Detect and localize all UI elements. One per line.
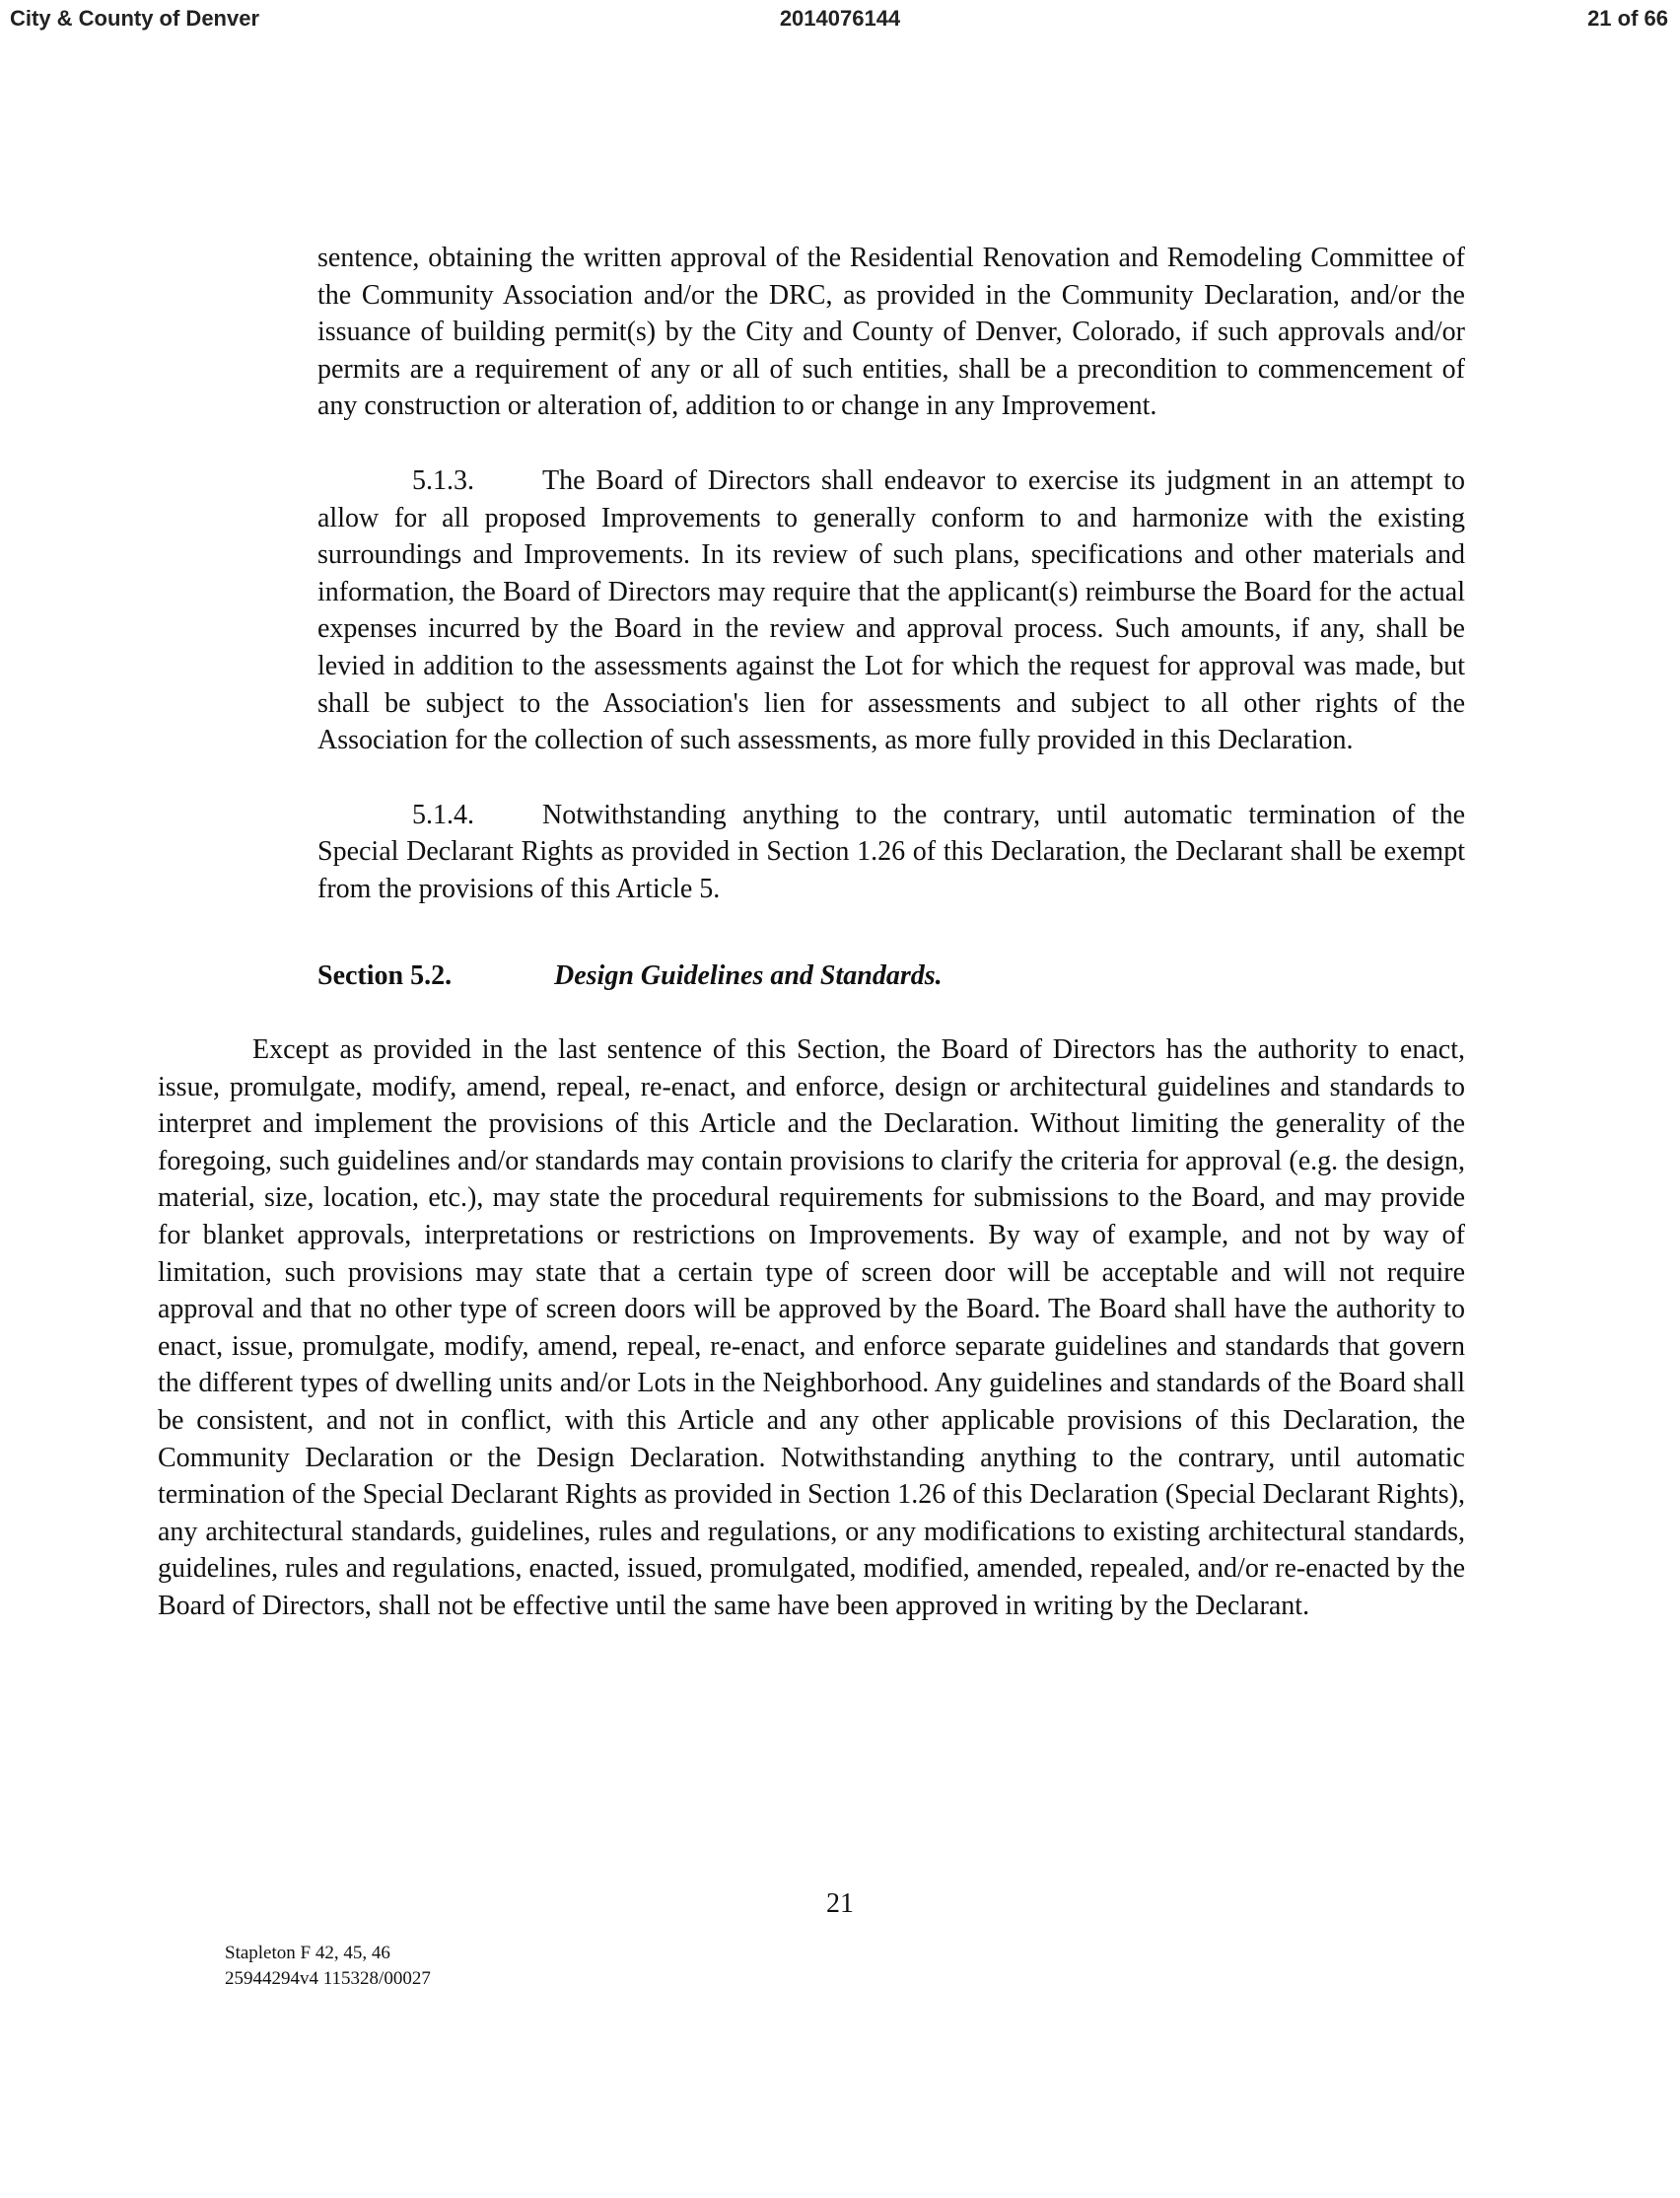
section-heading [223, 957, 1465, 995]
header-reception-number: 2014076144 [779, 6, 901, 31]
subsection-text: The Board of Directors shall endeavor to exercise its judgment in an attempt to allow for all proposed Improvements to generally conform to and harmonize with the existing surroundings and Improvements. In its review of such plans, specifications and other materials and information, the Board of Directors may require that the applicant(s) reimburse the Board for the actual expenses incurred by the Board in the review and approval process. Such amounts, if any, shall be levied in addition to the assessments against the Lot for which the request for approval was made, but shall be subject to the Association's lien for assessments and subject to all other rights of the Association for the collection of such assessments, as more fully provided in this Declaration. [317, 464, 1465, 756]
section-number: Section 5.2. [317, 959, 453, 991]
subsection-text: Notwithstanding anything to the contrary, until automatic termination of the Special Declarant Rights as provided in Section 1.26 of this Declaration, the Declarant shall be exempt from the provisions of this Article 5. [317, 799, 1465, 904]
recording-header [0, 0, 1680, 39]
footer-document-id: 25944294v4 115328/00027 [225, 1968, 431, 1989]
section-5-2-paragraph: Except as provided in the last sentence of this Section, the Board of Directors has the authority to enact, issue, promulgate, modify, amend, repeal, re-enact, and enforce, design or architectural guidelines and standards to interpret and implement the provisions of this Article and the Declaration. Without limiting the generality of the foregoing, such guidelines and/or standards may contain provisions to clarify the criteria for approval (e.g. the design, material, size, location, etc.), may state the procedural requirements for submissions to the Board, and may provide for blanket approvals, interpretations or restrictions on Improvements. By way of example, and not by way of limitation, such provisions may state that a certain type of screen door will be acceptable and will not require approval and that no other type of screen doors will be approved by the Board. The Board shall have the authority to enact, issue, promulgate, modify, amend, repeal, re-enact, and enforce separate guidelines and standards that govern the different types of dwelling units and/or Lots in the Neighborhood. Any guidelines and standards of the Board shall be consistent, and not in conflict, with this Article and any other applicable provisions of this Declaration, the Community Declaration or the Design Declaration. Notwithstanding anything to the contrary, until automatic termination of the Special Declarant Rights as provided in Section 1.26 of this Declaration (Special Declarant Rights), any architectural standards, guidelines, rules and regulations, or any modifications to existing architectural standards, guidelines, rules and regulations, enacted, issued, promulgated, modified, amended, repealed, and/or re-enacted by the Board of Directors, shall not be effective until the same have been approved in writing by the Declarant. [158, 1034, 1465, 1621]
paragraph-continuation: sentence, obtaining the written approval of the Residential Renovation and Remodeling Committee of the Community Association and/or the DRC, as provided in the Community Declaration, and/or the issuance of building permit(s) by the City and County of Denver, Colorado, if such approvals and/or permits are a requirement of any or all of such entities, shall be a precondition to commencement of any construction or alteration of, addition to or change in any Improvement. [317, 243, 1465, 422]
header-county: City & County of Denver [10, 6, 260, 31]
subsection-5-1-4 [223, 797, 1465, 908]
subsection-number: 5.1.3. [412, 464, 474, 496]
subsection-number: 5.1.4. [412, 799, 474, 830]
header-page-count: 21 of 66 [1587, 6, 1668, 31]
section-title: Design Guidelines and Standards. [554, 959, 943, 991]
footer-project: Stapleton F 42, 45, 46 [225, 1943, 390, 1963]
document-footer [225, 1941, 431, 1992]
subsection-5-1-3 [223, 462, 1465, 759]
page-number: 21 [826, 1888, 854, 1919]
document-body [158, 240, 1465, 1625]
